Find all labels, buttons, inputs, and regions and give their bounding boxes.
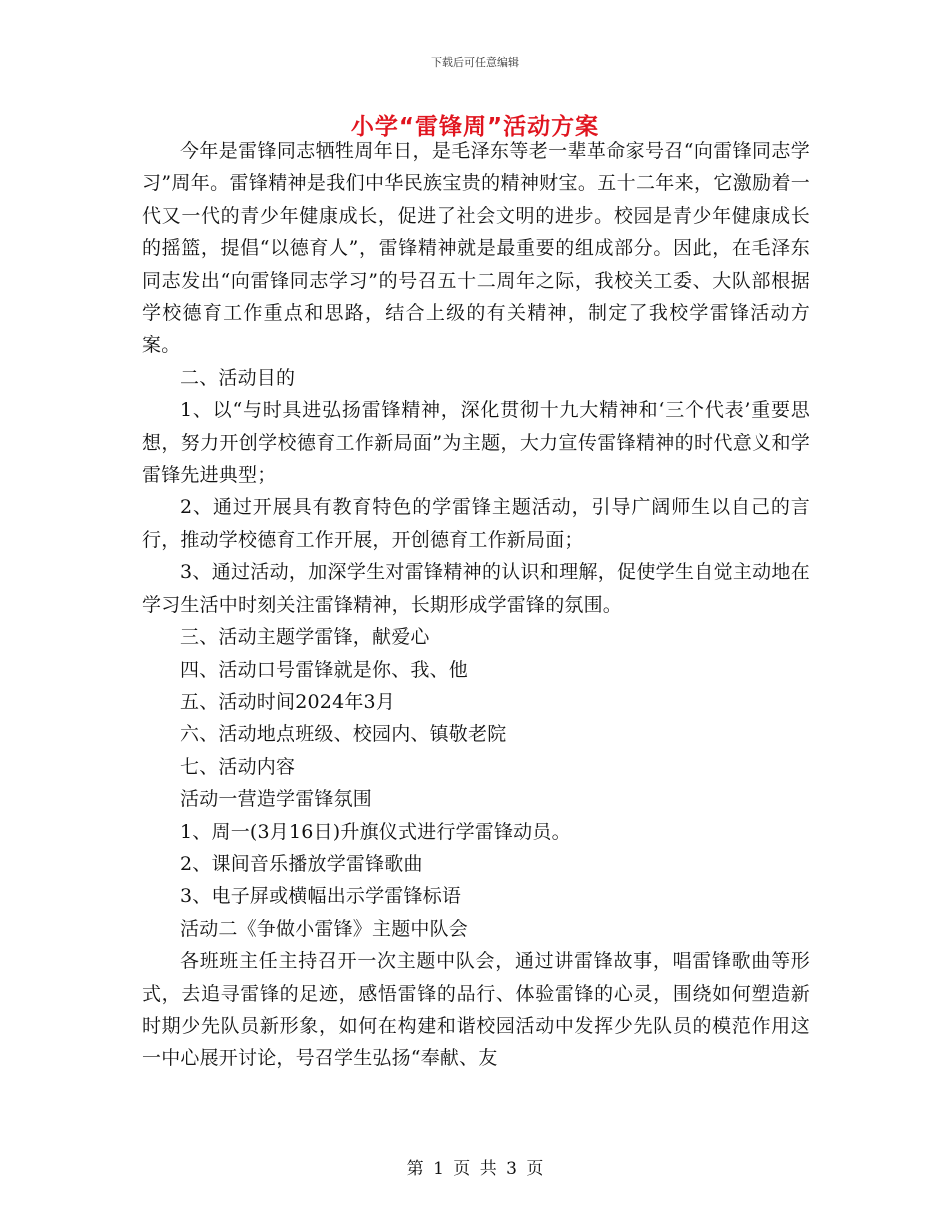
header-note: 下载后可任意编辑 [431,56,519,69]
section-location: 六、活动地点班级、校园内、镇敬老院 [180,723,507,746]
activity-one-item-3: 3、电子屏或横幅出示学雷锋标语 [180,885,462,908]
section-heading-purpose: 二、活动目的 [180,366,296,389]
document-body [142,135,810,1075]
section-slogan: 四、活动口号雷锋就是你、我、他 [180,658,469,681]
purpose-item-3: 3、通过活动，加深学生对雷锋精神的认识和理解，促使学生自觉主动地在学习生活中时刻关注雷锋精神，长期形成学雷锋的氛围。 [142,561,810,616]
activity-two-heading: 活动二《争做小雷锋》主题中队会 [180,917,469,940]
activity-one-heading: 活动一营造学雷锋氛围 [180,788,373,811]
activity-one-item-2: 2、课间音乐播放学雷锋歌曲 [180,852,423,875]
activity-two-paragraph: 各班班主任主持召开一次主题中队会，通过讲雷锋故事，唱雷锋歌曲等形式，去追寻雷锋的足迹，感悟雷锋的品行、体验雷锋的心灵，围绕如何塑造新时期少先队员新形象，如何在构建和谐校园活动中发挥少先队员的模范作用这一中心展开讨论，号召学生弘扬“奉献、友 [142,950,810,1070]
purpose-item-1: 1、以“与时具进弘扬雷锋精神，深化贯彻十九大精神和‘三个代表’重要思想，努力开创学校德育工作新局面”为主题，大力宣传雷锋精神的时代意义和学雷锋先进典型； [142,399,810,487]
purpose-item-2: 2、通过开展具有教育特色的学雷锋主题活动，引导广阔师生以自己的言行，推动学校德育工作开展，开创德育工作新局面； [142,496,810,551]
section-time: 五、活动时间2024年3月 [180,690,396,713]
page-footer: 第 1 页 共 3 页 [406,1159,544,1179]
section-heading-content: 七、活动内容 [180,755,296,778]
intro-paragraph: 今年是雷锋同志牺牲周年日，是毛泽东等老一辈革命家号召“向雷锋同志学习”周年。雷锋精神是我们中华民族宝贵的精神财宝。五十二年来，它激励着一代又一代的青少年健康成长，促进了社会文明的进步。校园是青少年健康成长的摇篮，提倡“以德育人”，雷锋精神就是最重要的组成部分。因此，在毛泽东同志发出“向雷锋同志学习”的号召五十二周年之际，我校关工委、大队部根据学校德育工作重点和思路，结合上级的有关精神，制定了我校学雷锋活动方案。 [142,140,810,357]
activity-one-item-1: 1、周一(3月16日)升旗仪式进行学雷锋动员。 [180,820,571,843]
section-theme: 三、活动主题学雷锋，献爱心 [180,626,430,649]
document-title: 小学“雷锋周”活动方案 [350,114,600,140]
